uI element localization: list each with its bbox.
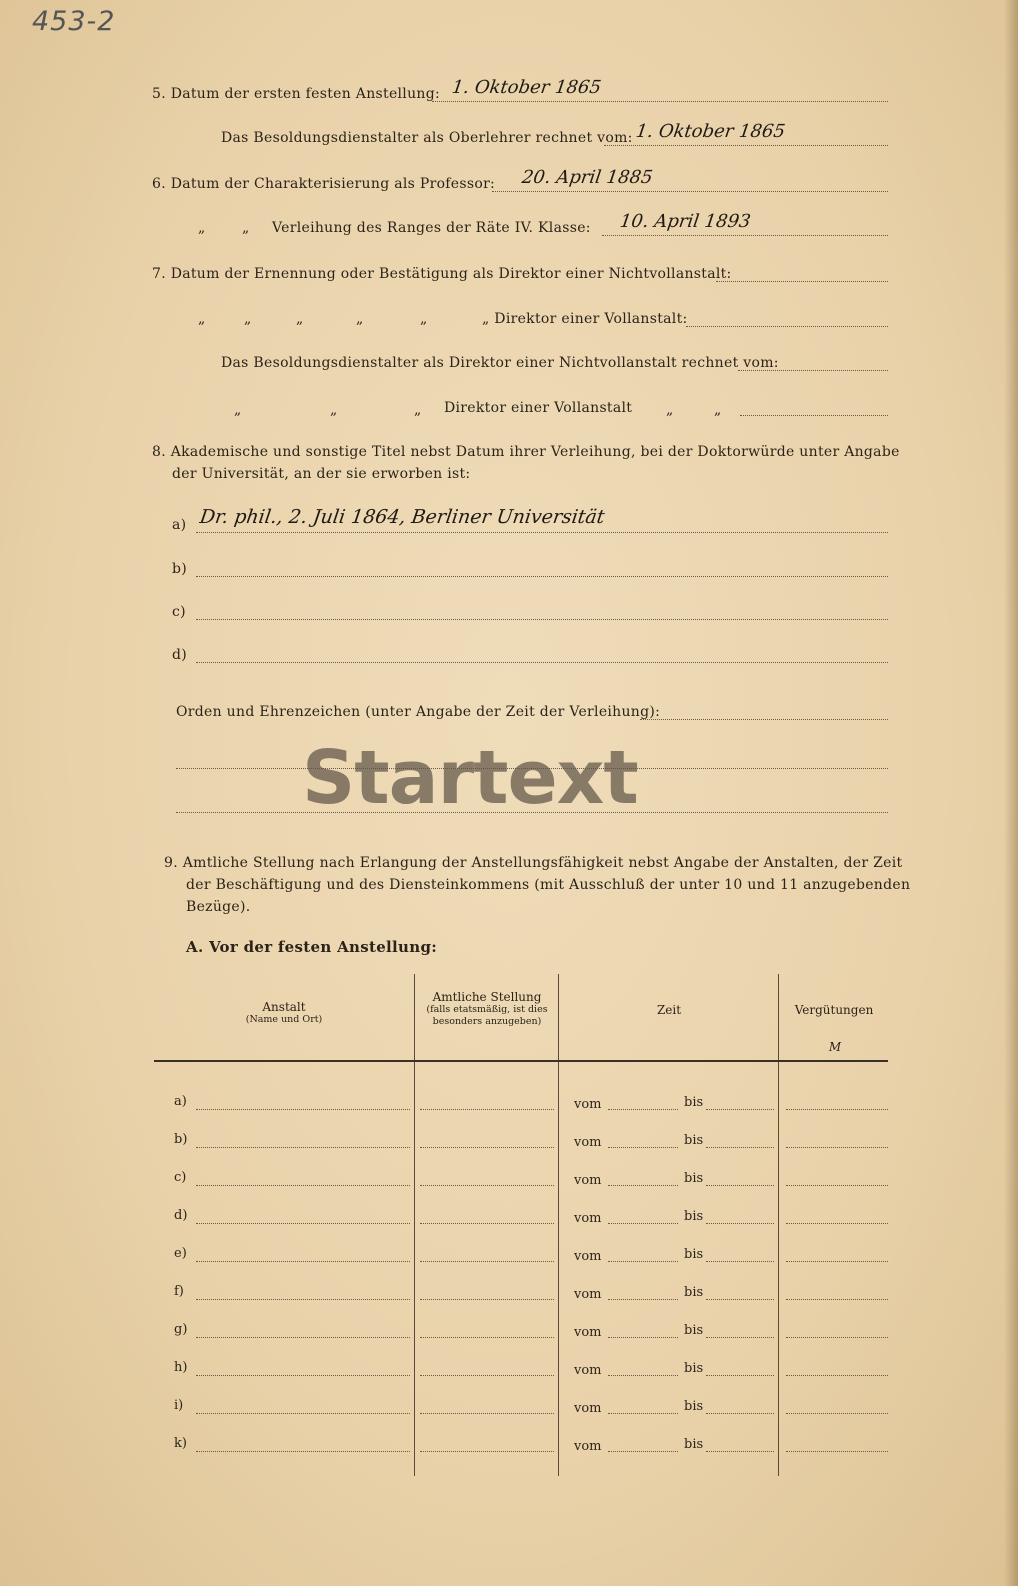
col-zeit-label: Zeit xyxy=(656,1003,682,1017)
table-header-rule xyxy=(154,1060,888,1062)
row-letter: h) xyxy=(174,1360,188,1375)
document-reference: 453-2 xyxy=(32,6,116,37)
sec7-line4-ditto-3: „ xyxy=(414,402,422,418)
row-bis-fill-line xyxy=(706,1375,774,1376)
row-anstalt-fill-line xyxy=(196,1223,410,1224)
sec9-label-line1: 9. Amtliche Stellung nach Erlangung der Anstellungsfähigkeit nebst Angabe der Anstalten, der Zeit xyxy=(164,855,903,871)
row-letter: g) xyxy=(174,1322,188,1337)
sec5-fill-line xyxy=(432,101,888,102)
row-anstalt-fill-line xyxy=(196,1375,410,1376)
row-anstalt-fill-line xyxy=(196,1451,410,1452)
row-vom-label: vom xyxy=(574,1135,602,1150)
sec9-label-line3: Bezüge). xyxy=(186,899,251,915)
row-verguetung-fill-line xyxy=(786,1223,888,1224)
sec7-line2-fill-line xyxy=(686,326,888,327)
row-bis-fill-line xyxy=(706,1223,774,1224)
sec6-ditto-1: „ xyxy=(198,220,206,236)
table-divider-3 xyxy=(778,974,779,1476)
row-vom-label: vom xyxy=(574,1401,602,1416)
col-header-anstalt xyxy=(154,1000,414,1026)
row-letter: b) xyxy=(174,1132,188,1147)
watermark: Startext xyxy=(302,735,638,821)
sec8-item-c-fill-line xyxy=(196,619,888,620)
col-stellung-sub2: besonders anzugeben) xyxy=(432,1016,542,1027)
row-stellung-fill-line xyxy=(420,1299,554,1300)
row-stellung-fill-line xyxy=(420,1375,554,1376)
row-bis-label: bis xyxy=(684,1133,704,1148)
sec5-sub-value: 1. Oktober 1865 xyxy=(634,121,787,142)
sec7-line4-fill-line xyxy=(740,415,888,416)
row-anstalt-fill-line xyxy=(196,1413,410,1414)
sec6-value: 20. April 1885 xyxy=(520,167,655,188)
row-vom-fill-line xyxy=(608,1413,678,1414)
col-verguetungen-label: Vergütungen xyxy=(794,1003,874,1017)
col-header-verguetungen xyxy=(780,1003,888,1017)
sec7-line2-ditto-3: „ xyxy=(296,311,304,327)
sec7-line2-ditto-2: „ xyxy=(244,311,252,327)
row-verguetung-fill-line xyxy=(786,1299,888,1300)
sec7-line2-ditto-5: „ xyxy=(420,311,428,327)
sec7-line4-ditto-4: „ xyxy=(666,402,674,418)
row-vom-label: vom xyxy=(574,1363,602,1378)
row-bis-fill-line xyxy=(706,1451,774,1452)
row-vom-fill-line xyxy=(608,1185,678,1186)
row-vom-label: vom xyxy=(574,1325,602,1340)
row-anstalt-fill-line xyxy=(196,1337,410,1338)
sec8-item-a-value: Dr. phil., 2. Juli 1864, Berliner Universität xyxy=(198,506,607,528)
sec7-line4-label: Direktor einer Vollanstalt xyxy=(444,400,633,416)
row-stellung-fill-line xyxy=(420,1451,554,1452)
row-letter: i) xyxy=(174,1398,184,1413)
sec6-fill-line xyxy=(492,191,888,192)
sec8-item-a-letter: a) xyxy=(172,517,187,533)
row-bis-label: bis xyxy=(684,1399,704,1414)
row-vom-fill-line xyxy=(608,1109,678,1110)
sec5-label: 5. Datum der ersten festen Anstellung: xyxy=(152,86,440,102)
row-bis-label: bis xyxy=(684,1285,704,1300)
sec9-heading: A. Vor der festen Anstellung: xyxy=(186,938,438,956)
row-vom-fill-line xyxy=(608,1147,678,1148)
sec9-label-line2: der Beschäftigung und des Diensteinkommens (mit Ausschluß der unter 10 und 11 anzugebenden xyxy=(186,877,911,893)
row-bis-label: bis xyxy=(684,1361,704,1376)
row-vom-label: vom xyxy=(574,1249,602,1264)
row-vom-fill-line xyxy=(608,1299,678,1300)
table-divider-1 xyxy=(414,974,415,1476)
sec6-sub-label: Verleihung des Ranges der Räte IV. Klasse: xyxy=(272,220,591,236)
row-bis-label: bis xyxy=(684,1437,704,1452)
col-header-zeit xyxy=(560,1003,778,1017)
row-bis-fill-line xyxy=(706,1413,774,1414)
row-stellung-fill-line xyxy=(420,1185,554,1186)
row-bis-label: bis xyxy=(684,1209,704,1224)
row-verguetung-fill-line xyxy=(786,1147,888,1148)
row-bis-fill-line xyxy=(706,1109,774,1110)
sec7-fill-line xyxy=(716,281,888,282)
row-anstalt-fill-line xyxy=(196,1109,410,1110)
row-bis-fill-line xyxy=(706,1337,774,1338)
sec7-line3-fill-line xyxy=(738,370,888,371)
sec8-item-a-fill-line xyxy=(196,532,888,533)
row-letter: k) xyxy=(174,1436,187,1451)
col-currency: M xyxy=(828,1040,842,1054)
row-vom-fill-line xyxy=(608,1223,678,1224)
sec8-item-d-letter: d) xyxy=(172,647,188,663)
row-vom-label: vom xyxy=(574,1287,602,1302)
row-verguetung-fill-line xyxy=(786,1109,888,1110)
row-anstalt-fill-line xyxy=(196,1185,410,1186)
row-stellung-fill-line xyxy=(420,1337,554,1338)
row-stellung-fill-line xyxy=(420,1413,554,1414)
sec8-label-line2: der Universität, an der sie erworben ist: xyxy=(172,466,471,482)
row-stellung-fill-line xyxy=(420,1109,554,1110)
row-vom-fill-line xyxy=(608,1451,678,1452)
row-bis-fill-line xyxy=(706,1147,774,1148)
row-bis-label: bis xyxy=(684,1171,704,1186)
sec8-label-line1: 8. Akademische und sonstige Titel nebst Datum ihrer Verleihung, bei der Doktorwürde unter Angabe xyxy=(152,444,900,460)
col-anstalt-label: Anstalt xyxy=(262,1000,306,1014)
col-stellung-label: Amtliche Stellung xyxy=(432,990,542,1004)
sec6-sub-value: 10. April 1893 xyxy=(618,211,753,232)
row-anstalt-fill-line xyxy=(196,1147,410,1148)
sec5-sub-label: Das Besoldungsdienstalter als Oberlehrer rechnet vom: xyxy=(221,130,633,146)
sec8-item-b-letter: b) xyxy=(172,561,188,577)
row-bis-label: bis xyxy=(684,1095,704,1110)
sec7-line2-ditto-1: „ xyxy=(198,311,206,327)
sec7-line4-ditto-1: „ xyxy=(234,402,242,418)
row-verguetung-fill-line xyxy=(786,1375,888,1376)
row-bis-fill-line xyxy=(706,1261,774,1262)
row-bis-label: bis xyxy=(684,1247,704,1262)
sec7-line2-ditto-4: „ xyxy=(356,311,364,327)
row-bis-label: bis xyxy=(684,1323,704,1338)
row-vom-fill-line xyxy=(608,1337,678,1338)
sec6-ditto-2: „ xyxy=(242,220,250,236)
sec8-item-b-fill-line xyxy=(196,576,888,577)
row-bis-fill-line xyxy=(706,1299,774,1300)
sec8-orden-fill-line-1 xyxy=(640,719,888,720)
sec7-line4-ditto-2: „ xyxy=(330,402,338,418)
row-vom-label: vom xyxy=(574,1211,602,1226)
page-edge-shadow xyxy=(1004,0,1018,1586)
sec7-line4-ditto-5: „ xyxy=(714,402,722,418)
row-verguetung-fill-line xyxy=(786,1185,888,1186)
row-stellung-fill-line xyxy=(420,1147,554,1148)
sec8-orden-label: Orden und Ehrenzeichen (unter Angabe der Zeit der Verleihung): xyxy=(176,704,661,720)
sec8-item-c-letter: c) xyxy=(172,604,186,620)
row-vom-fill-line xyxy=(608,1261,678,1262)
row-letter: f) xyxy=(174,1284,184,1299)
row-anstalt-fill-line xyxy=(196,1299,410,1300)
sec5-sub-fill-line xyxy=(604,145,888,146)
row-vom-label: vom xyxy=(574,1173,602,1188)
col-stellung-sub1: (falls etatsmäßig, ist dies xyxy=(426,1004,548,1015)
sec7-line3-label: Das Besoldungsdienstalter als Direktor einer Nichtvollanstalt rechnet vom: xyxy=(221,355,779,371)
row-vom-fill-line xyxy=(608,1375,678,1376)
row-letter: c) xyxy=(174,1170,187,1185)
sec7-label: 7. Datum der Ernennung oder Bestätigung als Direktor einer Nichtvollanstalt: xyxy=(152,266,732,282)
row-letter: d) xyxy=(174,1208,188,1223)
row-verguetung-fill-line xyxy=(786,1337,888,1338)
row-stellung-fill-line xyxy=(420,1261,554,1262)
sec6-label: 6. Datum der Charakterisierung als Professor: xyxy=(152,176,496,192)
row-bis-fill-line xyxy=(706,1185,774,1186)
col-header-stellung xyxy=(416,990,558,1028)
sec8-item-d-fill-line xyxy=(196,662,888,663)
row-verguetung-fill-line xyxy=(786,1451,888,1452)
sec5-value: 1. Oktober 1865 xyxy=(450,77,603,98)
table-divider-2 xyxy=(558,974,559,1476)
row-stellung-fill-line xyxy=(420,1223,554,1224)
row-vom-label: vom xyxy=(574,1439,602,1454)
row-letter: e) xyxy=(174,1246,187,1261)
row-verguetung-fill-line xyxy=(786,1261,888,1262)
row-vom-label: vom xyxy=(574,1097,602,1112)
sec7-line2-label: „ Direktor einer Vollanstalt: xyxy=(482,311,688,327)
row-letter: a) xyxy=(174,1094,187,1109)
row-verguetung-fill-line xyxy=(786,1413,888,1414)
col-anstalt-sub: (Name und Ort) xyxy=(245,1014,323,1025)
row-anstalt-fill-line xyxy=(196,1261,410,1262)
sec6-sub-fill-line xyxy=(602,235,888,236)
